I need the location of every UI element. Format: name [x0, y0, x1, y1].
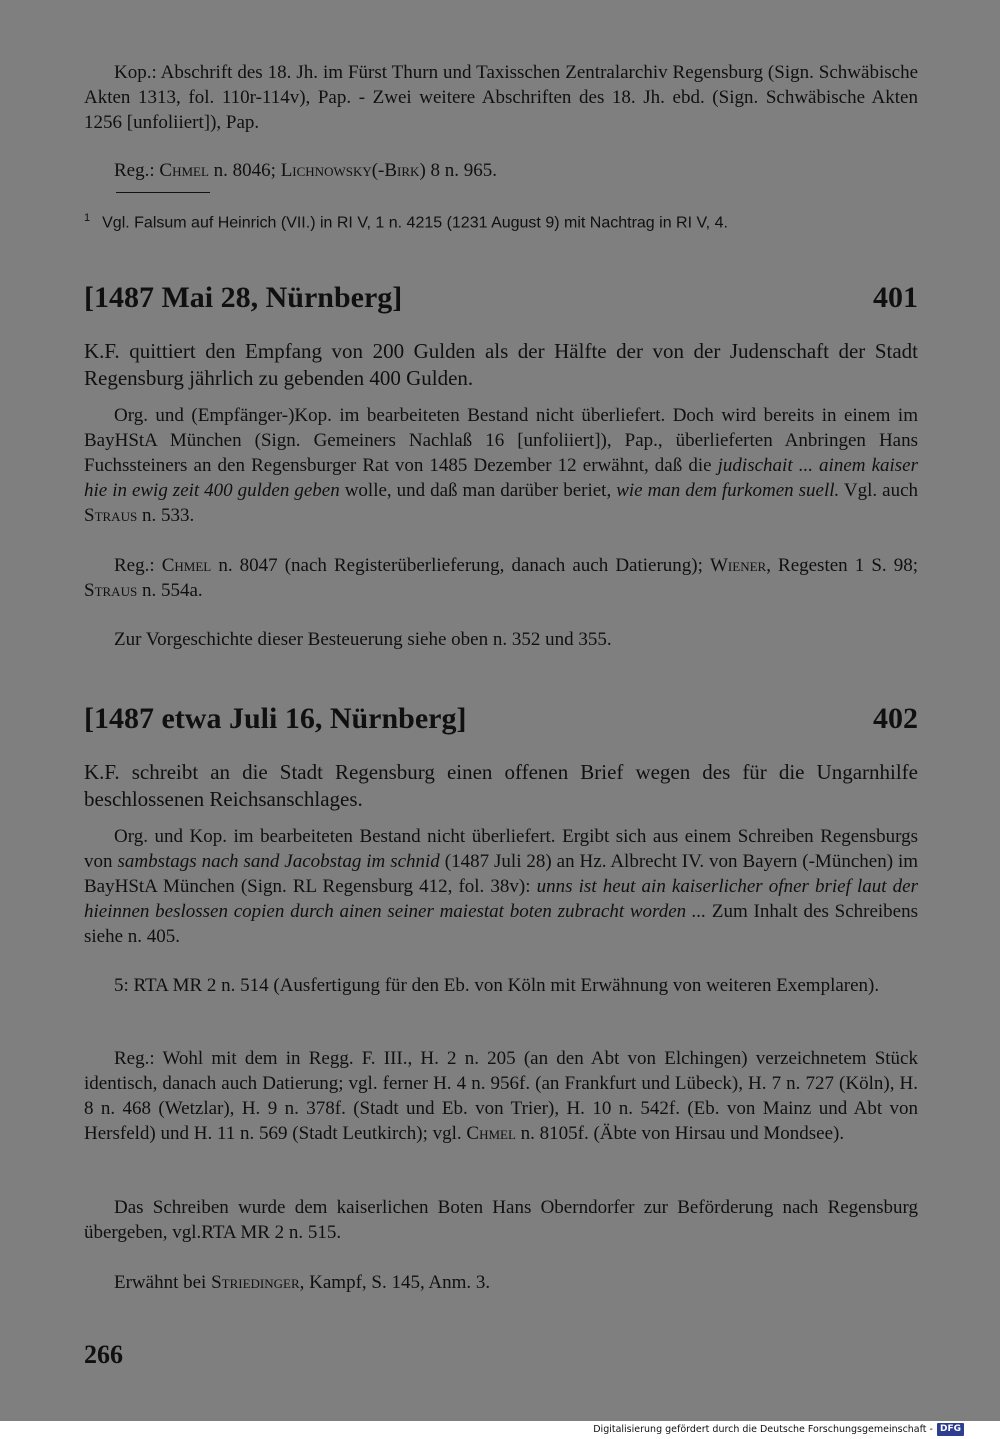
entry-402-bote: Das Schreiben wurde dem kaiserlichen Boten Hans Oberndorfer zur Beförderung nach Regensburg übergeben, vgl.RTA MR 2 n. 515.: [84, 1197, 918, 1243]
entry-402-erwaehnt: Erwähnt bei Striedinger, Kampf, S. 145, Anm. 3.: [114, 1272, 491, 1293]
reg-paragraph-top: Reg.: Chmel n. 8046; Lichnowsky(-Birk) 8 n. 965.: [114, 160, 498, 181]
footer-credit: [593, 1423, 964, 1436]
entry-number: 402: [873, 702, 918, 735]
entry-402-org: Org. und Kop. im bearbeiteten Bestand nicht überliefert. Ergibt sich aus einem Schreiben Regensburgs von sambstags nach sand Jacobstag im schnid (1487 Juli 28) an Hz. Albrecht IV. von Bayern (-München) im BayHStA München (Sign. RL Regensburg 412, fol. 38v): unns ist heut ain kaiserlicher ofner brief laut der hieinnen beslossen copien durch ainen seiner maiestat boten zubracht worden ... Zum Inhalt des Schreibens siehe n. 405.: [84, 826, 919, 947]
entry-402-summary: K.F. schreibt an die Stadt Regensburg einen offenen Brief wegen des für die Ungarnhilfe beschlossenen Reichsanschlages.: [84, 760, 918, 811]
entry-title: [1487 etwa Juli 16, Nürnberg]: [84, 702, 467, 735]
entry-402-reg: Reg.: Wohl mit dem in Regg. F. III., H. 2 n. 205 (an den Abt von Elchingen) verzeichnetem Stück identisch, danach auch Datierung; vgl. ferner H. 4 n. 956f. (an Frankfurt und Lübeck), H. 7 n. 727 (Köln), H. 8 n. 468 (Wetzlar), H. 9 n. 378f. (Stadt und Eb. von Trier), H. 10 n. 542f. (Eb. von Mainz und Abt von Hersfeld) und H. 11 n. 569 (Stadt Leutkirch); vgl. Chmel n. 8105f. (Äbte von Hirsau und Mondsee).: [84, 1048, 918, 1144]
entry-401-org: Org. und (Empfänger-)Kop. im bearbeiteten Bestand nicht überliefert. Doch wird bereits in einem im BayHStA München (Sign. Gemeiners Nachlaß 16 [unfoliiert]), Pap., überlieferten Anbringen Hans Fuchssteiners an den Regensburger Rat von 1485 Dezember 12 erwähnt, daß die judischait ... ainem kaiser hie in ewig zeit 400 gulden geben wolle, und daß man darüber beriet, wie man dem furkomen suell. Vgl. auch Straus n. 533.: [84, 405, 919, 526]
kop-paragraph: Kop.: Abschrift des 18. Jh. im Fürst Thurn und Taxisschen Zentralarchiv Regensburg (Sign. Schwäbische Akten 1313, fol. 110r-114v), Pap. - Zwei weitere Abschriften des 18. Jh. ebd. (Sign. Schwäbische Akten 1256 [unfoliiert]), Pap.: [84, 62, 918, 133]
footer-credit-text: Digitalisierung gefördert durch die Deutsche Forschungsgemeinschaft -: [593, 1424, 933, 1435]
entry-401-heading: [84, 280, 918, 316]
page-number: 266: [84, 1340, 123, 1369]
entry-title: [1487 Mai 28, Nürnberg]: [84, 281, 403, 314]
entry-401-reg: Reg.: Chmel n. 8047 (nach Registerüberlieferung, danach auch Datierung); Wiener, Regesten 1 S. 98; Straus n. 554a.: [84, 555, 919, 601]
footnote-rule: [116, 192, 210, 193]
entry-402-druck: 5: RTA MR 2 n. 514 (Ausfertigung für den Eb. von Köln mit Erwähnung von weiteren Exemplaren).: [114, 975, 880, 996]
entry-401-note: Zur Vorgeschichte dieser Besteuerung siehe oben n. 352 und 355.: [114, 629, 612, 650]
entry-number: 401: [873, 281, 918, 314]
entry-402-heading: [84, 701, 918, 737]
entry-401-summary: K.F. quittiert den Empfang von 200 Gulden als der Hälfte der von der Judenschaft der Stadt Regensburg jährlich zu gebenden 400 Gulden.: [84, 339, 918, 390]
footnote: $^1$ Vgl. Falsum auf Heinrich (VII.) in RI V, 1 n. 4215 (1231 August 9) mit Nachtrag in RI V, 4.: [84, 212, 728, 232]
dfg-logo-icon: DFG: [937, 1423, 964, 1436]
